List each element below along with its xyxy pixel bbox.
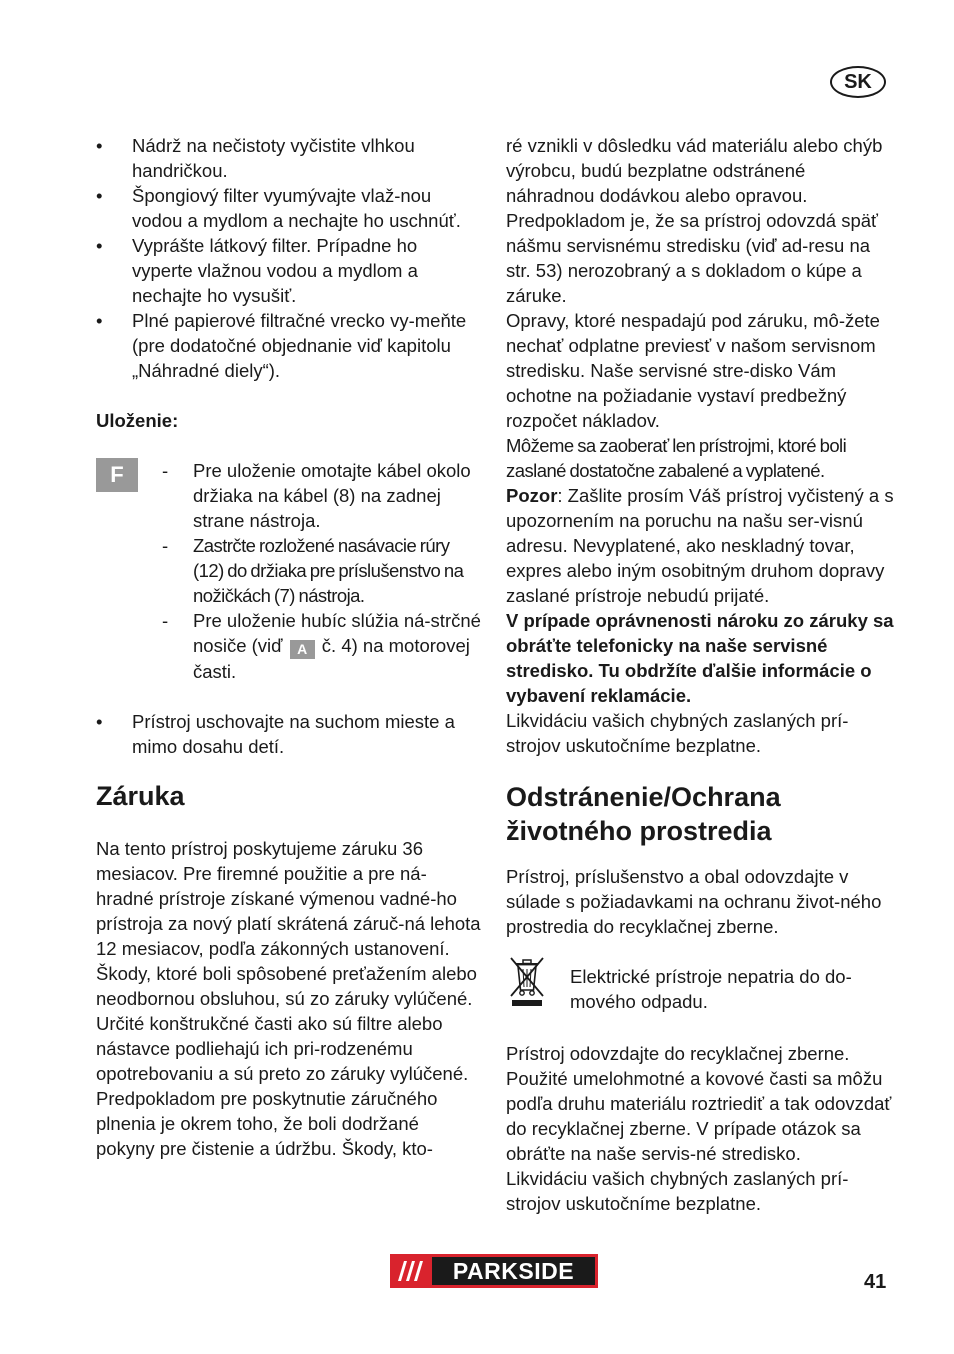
language-badge: SK: [830, 66, 886, 98]
bullet-marker: •: [96, 235, 103, 256]
warranty-heading: Záruka: [96, 781, 185, 811]
warranty-paragraph: Likvidáciu vašich chybných zaslaných prí-strojov uskutočníme bezplatne.: [506, 710, 849, 756]
storage-heading: Uloženie:: [96, 410, 179, 431]
logo-wordmark: PARKSIDE: [432, 1257, 595, 1285]
left-column: [96, 133, 482, 1161]
environment-paragraph: Prístroj, príslušenstvo a obal odovzdajte v súlade s požiadavkami na ochranu život-ného prostredia do recyklačnej zberne.: [506, 866, 882, 937]
bullet-text: Nádrž na nečistoty vyčistite vlhkou handričkou.: [132, 135, 415, 181]
dash-text-part: Pre uloženie hubíc slúžia ná-strčné nosiče (viď: [193, 610, 481, 656]
figure-a-badge: A: [290, 640, 315, 659]
warranty-paragraph: ré vznikli v dôsledku vád materiálu alebo chýb výrobcu, budú bezplatne odstránené náhradnou dodávkou alebo opravou. Predpokladom je, že sa prístroj odovzdá späť nášmu servisnému stredisku (viď ad-resu na str. 53) nerozobraný a s dokladom o kúpe a záruke.: [506, 135, 883, 306]
list-item: [96, 183, 482, 233]
list-item: [96, 709, 482, 759]
figure-f-badge: F: [96, 458, 138, 492]
dash-text: [193, 608, 482, 684]
warranty-paragraph: Škody, ktoré boli spôsobené preťažením alebo neodbornou obsluhou, sú zo záruky vylúčené. Určité konštrukčné časti ako sú filtre alebo nástavce podliehajú ich pri-rodzenému opotrebovaniu a sú preto zo záruky vylúčené.: [96, 963, 477, 1084]
parkside-logo: [390, 1254, 598, 1288]
list-item: [96, 458, 482, 533]
warranty-paragraph: [506, 483, 894, 608]
warranty-paragraph: Na tento prístroj poskytujeme záruku 36 mesiacov. Pre firemné použitie a pre ná-hradné prístroje získané výmenou vadné-ho prístroja za nový platí skrátená záruč-ná lehota 12 mesiacov, podľa zákonných ustanovení.: [96, 838, 481, 959]
bullet-marker: •: [96, 711, 103, 732]
environment-heading: Odstránenie/Ochrana životného prostredia: [506, 782, 781, 846]
list-item: [96, 533, 482, 608]
bullet-text: Vyprášte látkový filter. Prípadne ho vyperte vlažnou vodou a mydlom a nechajte ho vysušiť.: [132, 235, 418, 306]
warning-label: Pozor: [506, 485, 558, 506]
bullet-marker: •: [96, 135, 103, 156]
page-number: 41: [864, 1271, 887, 1293]
right-column: [506, 133, 894, 1216]
dash-text-part: č. 4) na motorovej časti.: [193, 635, 470, 682]
dash-text: Zastrčte rozložené nasávacie rúry (12) do držiaka pre príslušenstvo na nožičkách (7) nástroja.: [193, 535, 464, 606]
weee-block: [506, 964, 894, 1016]
warranty-paragraph: Opravy, ktoré nespadajú pod záruku, mô-žete nechať odplatne previesť v našom servisnom stredisku. Naše servisné stre-disko Vám ochotne na požiadanie vystaví predbežný rozpočet nákladov.: [506, 310, 880, 431]
dash-marker: -: [162, 460, 169, 481]
dash-marker: -: [162, 535, 168, 556]
bullet-marker: •: [96, 185, 103, 206]
storage-block: [96, 458, 482, 684]
bullet-text: Prístroj uschovajte na suchom mieste a mimo dosahu detí.: [132, 711, 455, 757]
bullet-text: Plné papierové filtračné vrecko vy-meňte (pre dodatočné objednanie viď kapitolu „Náhradné diely“).: [132, 310, 467, 381]
weee-text: Elektrické prístroje nepatria do do-mového odpadu.: [570, 966, 852, 1012]
warning-text: : Zašlite prosím Váš prístroj vyčistený a s upozornením na poruchu na našu ser-visnú adresu. Nevyplatené, ako neskladný tovar, expres alebo iným osobitným druhom dopravy zaslané prístroje nebudú prijaté.: [506, 485, 894, 606]
list-item: [96, 608, 482, 684]
bullet-text: Špongiový filter vyumývajte vlaž-nou vodou a mydlom a nechajte ho uschnúť.: [132, 185, 461, 231]
claim-instruction: V prípade oprávnenosti nároku zo záruky sa obráťte telefonicky na naše servisné stredisko. Tu obdržíte ďalšie informácie o vybavení reklamácie.: [506, 610, 894, 706]
crossed-bin-icon: [506, 954, 548, 1008]
bullet-marker: •: [96, 310, 103, 331]
logo-slashes-icon: [390, 1254, 432, 1288]
dash-marker: -: [162, 610, 169, 631]
dash-text: Pre uloženie omotajte kábel okolo držiaka na kábel (8) na zadnej strane nástroja.: [193, 460, 471, 531]
list-item: [96, 233, 482, 308]
list-item: [96, 133, 482, 183]
warranty-paragraph: Predpokladom pre poskytnutie záručného plnenia je okrem toho, že boli dodržané pokyny pre čistenie a údržbu. Škody, kto-: [96, 1088, 438, 1159]
warranty-paragraph: Môžeme sa zaoberať len prístrojmi, ktoré boli zaslané dostatočne zabalené a vyplatené.: [506, 435, 847, 481]
list-item: [96, 308, 482, 383]
environment-paragraph: Likvidáciu vašich chybných zaslaných prí-strojov uskutočníme bezplatne.: [506, 1168, 849, 1214]
environment-paragraph: Prístroj odovzdajte do recyklačnej zberne. Použité umelohmotné a kovové časti sa môžu podľa druhu materiálu roztriediť a tak odovzdať do recyklačnej zberne. V prípade otázok sa obráťte na naše servis-né stredisko.: [506, 1043, 892, 1164]
